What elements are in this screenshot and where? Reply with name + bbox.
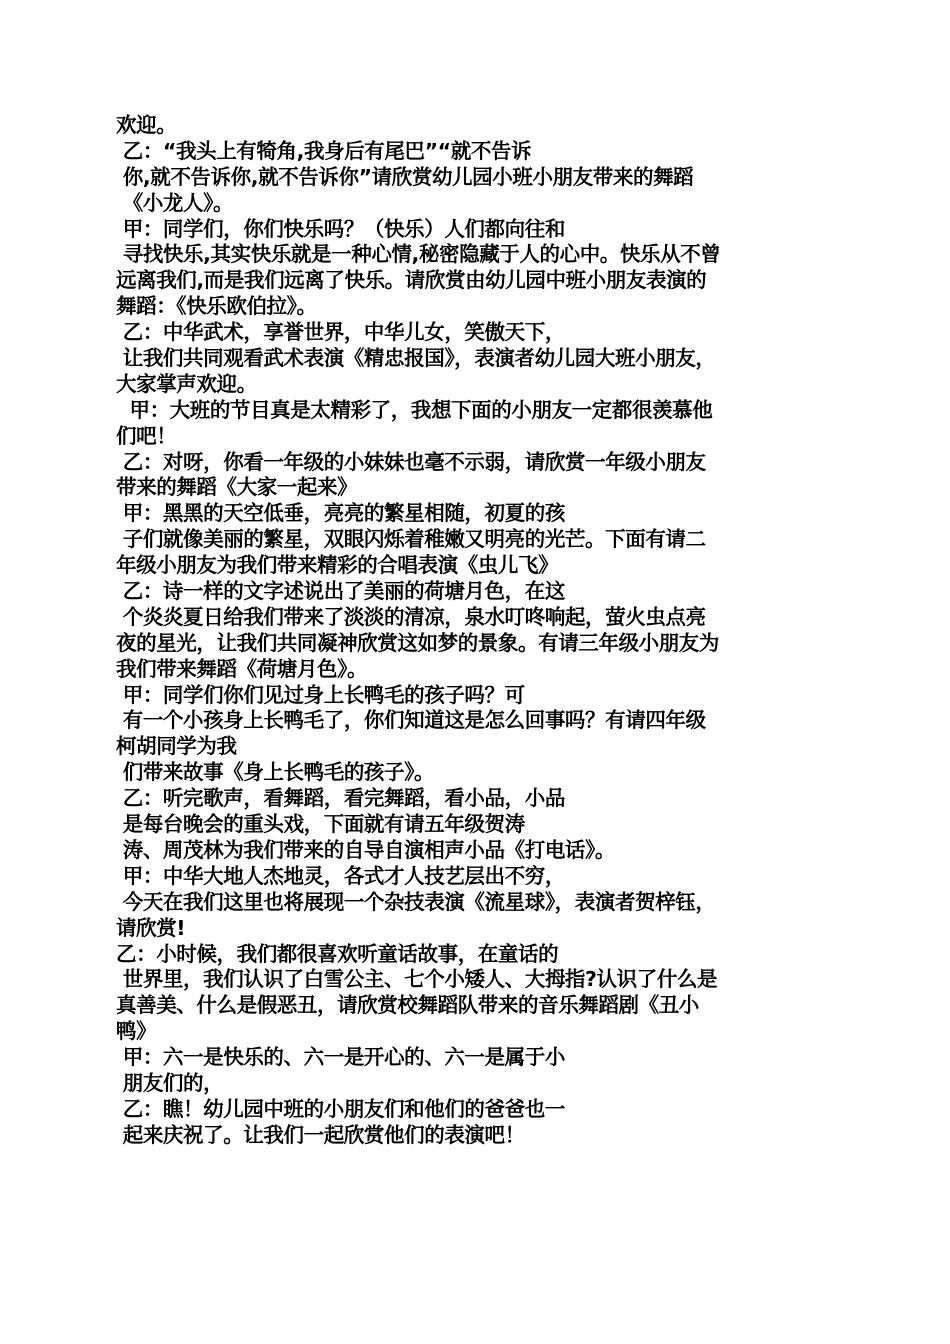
text-line: 带来的舞蹈《大家一起来》 xyxy=(116,475,358,500)
text-line: 个炎炎夏日给我们带来了淡淡的清凉，泉水叮咚响起，萤火虫点亮 xyxy=(116,604,706,629)
text-line: 们吧！ xyxy=(116,423,177,448)
script-text-block xyxy=(116,113,840,1149)
text-line: 欢迎。 xyxy=(116,113,177,137)
text-line: 柯胡同学为我 xyxy=(116,734,237,759)
text-line: 请欣赏! xyxy=(116,915,186,940)
text-line: 远离我们,而是我们远离了快乐。请欣赏由幼儿园中班小朋友表演的 xyxy=(116,268,707,293)
text-line: 子们就像美丽的繁星，双眼闪烁着稚嫩又明亮的光芒。下面有请二 xyxy=(116,527,706,552)
text-line: 鸭》 xyxy=(116,1019,157,1044)
text-line: 乙：“我头上有犄角,我身后有尾巴”“就不告诉 xyxy=(116,138,532,163)
text-line: 让我们共同观看武术表演《精忠报国》，表演者幼儿园大班小朋友， xyxy=(116,346,716,371)
text-line: 今天在我们这里也将展现一个杂技表演《流星球》，表演者贺梓钰， xyxy=(116,889,716,914)
text-line: 乙：小时候，我们都很喜欢听童话故事，在童话的 xyxy=(116,941,559,966)
text-line: 们带来故事《身上长鸭毛的孩子》。 xyxy=(116,760,435,785)
text-line: 舞蹈：《快乐欧伯拉》。 xyxy=(116,294,317,319)
text-line: 甲：同学们你们见过身上长鸭毛的孩子吗？可 xyxy=(116,682,525,707)
text-line: 甲：六一是快乐的、六一是开心的、六一是属于小 xyxy=(116,1045,565,1070)
text-line: 真善美、什么是假恶丑，请欣赏校舞蹈队带来的音乐舞蹈剧《丑小 xyxy=(116,993,699,1018)
text-line: 有一个小孩身上长鸭毛了，你们知道这是怎么回事吗？有请四年级 xyxy=(116,708,706,733)
text-line: 起来庆祝了。让我们一起欣赏他们的表演吧！ xyxy=(116,1122,525,1147)
text-line: 甲：黑黑的天空低垂，亮亮的繁星相随，初夏的孩 xyxy=(116,501,565,526)
text-line: 是每台晚会的重头戏，下面就有请五年级贺涛 xyxy=(116,812,525,837)
text-line: 寻找快乐,其实快乐就是一种心情,秘密隐藏于人的心中。快乐从不曾 xyxy=(116,242,721,267)
text-line: 大家掌声欢迎。 xyxy=(116,371,257,396)
text-line: 世界里，我们认识了白雪公主、七个小矮人、大拇指?认识了什么是 xyxy=(116,967,718,992)
text-line: 《小龙人》。 xyxy=(116,190,234,215)
text-line: 涛、周茂林为我们带来的自导自演相声小品《打电话》。 xyxy=(116,837,615,862)
text-line: 甲：大班的节目真是太精彩了，我想下面的小朋友一定都很羡慕他 xyxy=(116,397,713,422)
text-line: 乙：听完歌声，看舞蹈，看完舞蹈，看小品，小品 xyxy=(116,786,565,811)
text-line: 我们带来舞蹈《荷塘月色》。 xyxy=(116,656,368,681)
text-line: 夜的星光，让我们共同凝神欣赏这如梦的景象。有请三年级小朋友为 xyxy=(116,630,719,655)
text-line: 乙：诗一样的文字述说出了美丽的荷塘月色，在这 xyxy=(116,579,565,604)
text-line: 乙：瞧！幼儿园中班的小朋友们和他们的爸爸也一 xyxy=(116,1096,565,1121)
text-line: 乙：中华武术，享誉世界，中华儿女，笑傲天下， xyxy=(116,320,565,345)
text-line: 甲：同学们，你们快乐吗？（快乐）人们都向往和 xyxy=(116,216,565,241)
text-line: 乙：对呀，你看一年级的小妹妹也毫不示弱，请欣赏一年级小朋友 xyxy=(116,449,706,474)
text-line: 朋友们的， xyxy=(116,1070,224,1095)
text-line: 甲：中华大地人杰地灵，各式才人技艺层出不穷， xyxy=(116,863,565,888)
text-line: 年级小朋友为我们带来精彩的合唱表演《虫儿飞》 xyxy=(116,553,559,578)
text-line: 你,就不告诉你,就不告诉你”请欣赏幼儿园小班小朋友带来的舞蹈 xyxy=(116,164,694,189)
